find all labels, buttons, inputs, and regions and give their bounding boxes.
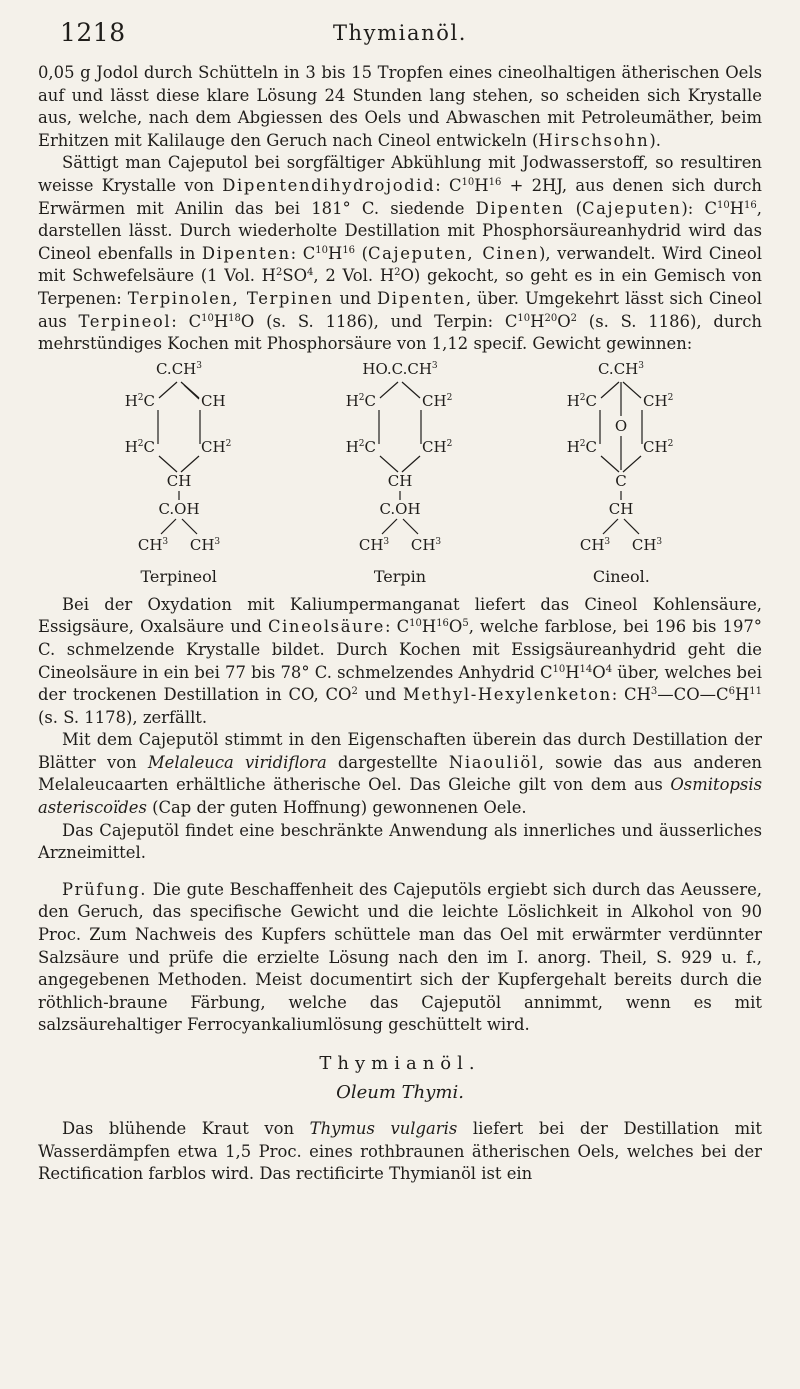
page-number: 1218 <box>60 18 126 47</box>
atom-bridge-oxygen: O <box>615 416 628 435</box>
atom-bottom: CH <box>166 471 191 490</box>
atom-c2: C.OH <box>158 499 200 518</box>
formula-caption: Terpin <box>373 566 427 586</box>
section-title: Thymianöl. <box>319 1053 481 1074</box>
atom-methyl-1: $CH^3$ <box>580 535 611 554</box>
pruefung-label: Prüfung. <box>62 879 148 899</box>
atom-methyl-1: $CH^3$ <box>137 535 168 554</box>
atom-bottom: CH <box>387 471 413 490</box>
atom-ll: $H^2C$ <box>567 437 598 456</box>
paragraph-pruefung: Prüfung. Die gute Beschaffenheit des Cajeputöls ergiebt sich durch das Aeussere, den Geruch, das specifische Gewicht und die leichte Löslichkeit in Alkohol von 90 Proc. Zum Nachweis des Kupfers schüttele man das Oel mit erwärmter verdünnter Salzsäure und prüfe die erzielte Lösung nach den im I. anorg. Theil, S. 929 u. f., angegebenen Methoden. Meist documentirt sich der Kupfergehalt bereits durch die röthlich-braune Färbung, welche das Cajeputöl annimmt, wenn es mit salzsäurehaltiger Ferrocyankaliumlösung geschüttelt wird. <box>38 879 762 1035</box>
paragraph-cajeputol: Sättigt man Cajeputol bei sorgfältiger Abkühlung mit Jodwasserstoff, so resultiren weisse Krystalle von Dipentendihydrojodid: $C^{10}H^{16} + 2HJ$, aus denen sich durch Erwärmen mit Anilin das bei 181° C. siedende Dipenten (Cajeputen): $C^{10}H^{16}$, darstellen lässt. Durch wiederholte Destillation mit Phosphorsäureanhydrid wird das Cineol ebenfalls in Dipenten: $C^{10}H^{16}$ (Cajeputen, Cinen), verwandelt. Wird Cineol mit Schwefelsäure (1 Vol. $H^2SO^4$, 2 Vol. $H^2O$) gekocht, so geht es in ein Gemisch von Terpenen: Terpinolen, Terpinen und Dipenten, über. Umgekehrt lässt sich Cineol aus Terpineol: $C^{10}H^{18}O$ (s. S. 1186), und Terpin: $C^{10}H^{20}O^2$ (s. S. 1186), durch mehrstündiges Kochen mit Phosphorsäure von 1,12 specif. Gewicht gewinnen: <box>38 153 763 354</box>
atom-top: $C.CH^3$ <box>155 359 202 378</box>
formula-terpineol-structure <box>89 358 269 566</box>
atom-ul: $H^2C$ <box>345 391 376 410</box>
formula-caption: Terpineol <box>140 566 217 586</box>
formula-cineol-structure <box>531 358 711 566</box>
formula-terpin <box>310 358 490 590</box>
atom-methyl-2: $CH^3$ <box>410 535 442 554</box>
atom-lr: $CH^2$ <box>643 437 674 456</box>
formula-terpin-structure <box>310 358 490 566</box>
atom-lr: $CH^2$ <box>200 437 231 456</box>
formula-caption: Cineol. <box>592 566 650 586</box>
atom-ur: $CH^2$ <box>643 391 674 410</box>
running-title: Thymianöl. <box>332 21 468 45</box>
atom-ll: $H^2C$ <box>345 437 376 456</box>
author-hirschsohn: Hirschsohn <box>538 130 650 150</box>
atom-c2: C.OH <box>379 499 421 518</box>
atom-c2: CH <box>609 499 634 518</box>
page-body <box>38 62 762 1186</box>
atom-ll: $H^2C$ <box>124 437 155 456</box>
paragraph-niaouli: Mit dem Cajeputöl stimmt in den Eigenschaften überein das durch Destillation der Blätter von Melaleuca viridiflora dargestellte Niaouliöl, sowie das aus anderen Melaleucaarten erhältliche ätherische Oel. Das Gleiche gilt von dem aus Osmitopsis asteriscoïdes (Cap der guten Hoffnung) gewonnenen Oele. <box>38 730 762 818</box>
formula-terpineol <box>89 358 269 590</box>
atom-methyl-2: $CH^3$ <box>189 535 220 554</box>
atom-bottom: C <box>615 471 628 490</box>
section-subtitle: Oleum Thymi. <box>336 1081 464 1103</box>
paragraph-jodol: 0,05 g Jodol durch Schütteln in 3 bis 15 Tropfen eines cineolhaltigen ätherischen Oels auf und lässt diese klare Lösung 24 Stunden lang stehen, so scheiden sich Krystalle aus, welche, nach dem Abgiessen des Oels und Abwaschen mit Petroleumäther, beim Erhitzen mit Kalilauge den Geruch nach Cineol entwickeln (Hirschsohn). <box>38 63 762 150</box>
atom-ur: $CH^2$ <box>421 391 453 410</box>
paragraph-thymianoel: Das blühende Kraut von Thymus vulgaris liefert bei der Destillation mit Wasserdämpfen etwa 1,5 Proc. eines rothbraunen ätherischen Oels, welches bei der Rectification farblos wird. Das rectificirte Thymianöl ist ein <box>38 1119 763 1184</box>
atom-ul: $H^2C$ <box>567 391 598 410</box>
atom-lr: $CH^2$ <box>421 437 453 456</box>
atom-methyl-1: $CH^3$ <box>358 535 390 554</box>
atom-top: $HO.C.CH^3$ <box>362 359 438 378</box>
atom-ul: $H^2C$ <box>124 391 155 410</box>
paragraph-oxydation: Bei der Oxydation mit Kaliumpermanganat liefert das Cineol Kohlensäure, Essigsäure, Oxalsäure und Cineolsäure: $C^{10}H^{16}O^5$, welche farblose, bei 196 bis 197° C. schmelzende Krystalle bildet. Durch Kochen mit Essigsäureanhydrid geht die Cineolsäure in ein bei 77 bis 78° C. schmelzendes Anhydrid $C^{10}H^{14}O^4$ über, welches bei der trockenen Destillation in CO, $CO^2$ und Methyl-Hexylenketon: $CH^3—CO—C^6H^{11}$ (s. S. 1178), zerfällt. <box>38 594 762 727</box>
atom-top: $C.CH^3$ <box>598 359 645 378</box>
paragraph-anwendung: Das Cajeputöl findet eine beschränkte Anwendung als innerliches und äusserliches Arzneimittel. <box>38 820 762 863</box>
atom-ur: CH <box>200 391 226 410</box>
formula-cineol <box>531 358 711 590</box>
structural-formulas <box>68 358 732 590</box>
atom-methyl-2: $CH^3$ <box>632 535 663 554</box>
page-header <box>60 18 740 52</box>
